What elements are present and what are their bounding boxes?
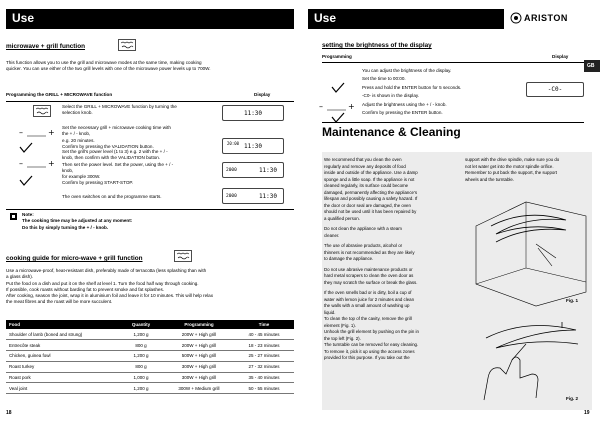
guide-line: Put the food on a dish and put it on the shelf at level 1. Turn the food half way through cooking. (6, 280, 199, 286)
cell: 35 - 40 minutes (234, 372, 294, 383)
display-time: 11:30 (258, 192, 277, 200)
cell: Veal joint (6, 383, 118, 394)
maint-line: should not be used until it has been repaired by (324, 209, 417, 214)
guide-line: a glass dish). (6, 274, 34, 280)
cell: Shoulder of lamb (boned and strung) (6, 329, 118, 340)
note (22, 212, 132, 231)
step-line: Select the GRILL + MICROWAVE function by turning the (62, 104, 177, 109)
cell: 800 g (118, 340, 164, 351)
step-line: Set the grill's power level (1 to 3) e.g. 2 with the + / - (62, 149, 168, 154)
brightness-line: Confirm by pressing the ENTER button. (362, 110, 443, 116)
col-food: Food (6, 320, 118, 329)
note-label: Note: (22, 212, 34, 217)
cell: 300W + High grill (164, 372, 234, 383)
maint-line: We recommend that you clean the oven (324, 157, 402, 162)
intro-line: This function allows you to use the grill and microwave modes at the same time, making cooking (6, 60, 202, 65)
ariston-logo-icon (510, 12, 522, 24)
step-line: e.g. 20 minutes. (62, 137, 95, 143)
divider (6, 101, 294, 102)
cell: 40 - 45 minutes (234, 329, 294, 340)
maint-line: damaged, permanently affecting the appliance's (324, 189, 418, 195)
maint-line: a qualified person. (324, 215, 360, 221)
cell: 27 - 32 minutes (234, 361, 294, 372)
validation-check-icon (18, 175, 34, 187)
table-row (6, 351, 294, 362)
right-header-title: Use (314, 11, 337, 25)
maint-line: to damage the appliance. (324, 256, 374, 261)
cooking-table (6, 320, 294, 394)
svg-text:–: – (19, 159, 23, 168)
col-time: Time (234, 320, 294, 329)
cell: 300W + Medium grill (164, 383, 234, 394)
display-step-2 (222, 138, 284, 154)
step-line: Then set the power level. Set the power, using the + / - (62, 161, 174, 167)
right-page (300, 0, 600, 424)
micro-grill-title: microwave + grill function (6, 43, 86, 50)
language-tab-label: GB (587, 63, 595, 69)
left-header-title: Use (12, 11, 35, 25)
table-row (6, 383, 294, 394)
maint-line: they may scratch the surface or break the glass. (324, 279, 418, 285)
cooking-guide-title: cooking guide for micro-wave + grill function (6, 255, 143, 262)
cell: 1,200 g (118, 383, 164, 394)
display-small: 20:00 (227, 141, 240, 146)
note-line: Do this by simply turning the + / - knob. (22, 224, 109, 230)
cell: 500W + High grill (164, 351, 234, 362)
maint-line: If the oven smells bad or is dirty, boil a cup of (324, 290, 412, 295)
display-time: 11:30 (243, 142, 263, 150)
display-step-1 (222, 105, 284, 121)
guide-line: Use a microwave-proof, heat-resistant dish, preferably made of terracotta (less splashing than with (6, 268, 207, 273)
col-programming: Programming (164, 320, 234, 329)
maint-line: water with lemon juice for 2 minutes and clean (324, 296, 415, 302)
step-line: the + / - knob, (62, 131, 91, 137)
divider (6, 209, 294, 210)
cell: Roast pork (6, 372, 118, 383)
display-power: 2000 (226, 193, 237, 199)
maint-line: not let water get into the motor spindle orifice. (465, 163, 554, 169)
figure-2-label: Fig. 2 (566, 396, 578, 401)
display-power: 2000 (226, 167, 237, 173)
cell: 200W + High grill (164, 329, 234, 340)
cell: 1,200 g (118, 351, 164, 362)
svg-text:–: – (19, 128, 23, 137)
table-row (6, 340, 294, 351)
step-line: selection knob. (62, 110, 93, 116)
cooking-guide-text (6, 268, 296, 306)
maint-line: liquid. (324, 309, 336, 315)
svg-text:+: + (48, 128, 55, 137)
svg-text:+: + (348, 102, 355, 111)
maint-line: support with the drive spindle, make sure you do (465, 157, 560, 162)
step-3 (62, 149, 214, 187)
micro-grill-icon (174, 250, 192, 262)
svg-text:–: – (319, 102, 323, 111)
micro-grill-mode-icon (33, 105, 51, 117)
cell: 1,200 g (118, 329, 164, 340)
left-header-bar (6, 9, 294, 29)
enter-check-icon (330, 82, 346, 94)
maintenance-col-1 (324, 157, 458, 362)
brightness-steps (362, 67, 522, 117)
figure-1-label: Fig. 1 (566, 298, 578, 303)
maint-line: Do not use abrasive maintenance products or (324, 266, 413, 272)
maint-line: The use of abrasive products, alcohol or (324, 243, 403, 248)
brightness-programming-header: Programming (322, 54, 352, 59)
cell: 18 - 23 minutes (234, 340, 294, 351)
step-4: The oven switches on and the programme starts. (62, 194, 162, 199)
maint-line: the walls with a small amount of washing up (324, 303, 410, 308)
intro-line: quicker. You can use either of the two grill levels with one of the microwave power levels up to 700W. (6, 66, 211, 72)
cell: 200W + High grill (164, 340, 234, 351)
maint-line: provided for this purpose. If you take out the (324, 355, 410, 360)
brightness-display-header: Display (552, 54, 569, 59)
maint-line: the door or door seal are damaged, the oven (324, 202, 411, 208)
maint-line: wheels and the turntable. (465, 176, 515, 182)
table-row (6, 372, 294, 383)
guide-line: the meat fibres and the roast will be more succulent. (6, 299, 113, 305)
svg-text:+: + (48, 159, 55, 168)
step-line: Confirm by pressing the VALIDATION button. (62, 143, 154, 149)
step-line: Confirm by pressing START-STOP. (62, 180, 134, 186)
divider (322, 122, 584, 123)
page-number-left: 18 (6, 410, 12, 416)
brightness-line: You can adjust the brightness of the display. (362, 68, 452, 73)
cell: 300W + High grill (164, 361, 234, 372)
maint-line: Remember to put back the support, the support (465, 170, 558, 175)
maint-line: hard metal scrapers to clean the oven door as (324, 273, 414, 278)
maint-line: thinners is not recommended as they are likely (324, 249, 415, 255)
maint-line: lifespan and possibly causing a safety hazard. If (324, 196, 418, 201)
maint-line: To clean the top of the cavity, remove the grill (324, 316, 412, 321)
col-quantity: Quantity (118, 320, 164, 329)
note-line: The cooking time may be adjusted at any moment: (22, 218, 133, 224)
brightness-line: -C0- is shown in the display. (362, 93, 420, 99)
display-brightness-code: -C0- (547, 86, 563, 93)
table-row (6, 361, 294, 372)
guide-line: If possible, cook roasts without barding fat to prevent smoke and fat splashes. (6, 286, 165, 292)
micro-grill-intro (6, 60, 296, 73)
display-step-3 (222, 162, 284, 178)
table-header-row (6, 320, 294, 329)
maint-line: To remove it, pick it up using the access zones (324, 348, 415, 354)
step-line: for example 300W. (62, 174, 101, 180)
maint-line: regularly and remove any deposits of food (324, 163, 406, 169)
right-header-bar (308, 9, 504, 29)
figure-2-unhook-element (466, 308, 590, 404)
cell: 50 - 55 minutes (234, 383, 294, 394)
step-1 (62, 104, 214, 117)
maint-line: inside and outside of the appliance. Use a damp (324, 170, 418, 175)
plus-minus-knob-icon (18, 158, 56, 172)
maint-line: cleaner. (324, 232, 340, 238)
cell: Roast turkey (6, 361, 118, 372)
micro-grill-icon (118, 39, 136, 51)
step-2 (62, 125, 214, 150)
maint-line: the top left (Fig. 2). (324, 335, 361, 341)
maint-line: Do not clean the appliance with a steam (324, 226, 402, 231)
step-line: knob, (62, 167, 74, 173)
step-line: knob, then confirm with the VALIDATION button. (62, 155, 161, 161)
maintenance-col-2 (465, 157, 591, 183)
brightness-line: Press and hold the ENTER button for 5 seconds. (362, 84, 462, 90)
maint-line: Unhook the grill element by pushing on the pin in (324, 329, 419, 334)
language-tab (584, 60, 600, 72)
page-number-right: 19 (584, 410, 590, 416)
brightness-display (526, 82, 584, 97)
maint-line: element (Fig. 1). (324, 322, 356, 328)
cell: Chicken, guinea fowl (6, 351, 118, 362)
cell: 1,000 g (118, 372, 164, 383)
maint-line: cleaned regularly, its surface could become (324, 183, 409, 188)
brand-logo-text: ARISTON (524, 13, 568, 23)
divider (322, 62, 584, 63)
brightness-line: Adjust the brightness using the + / - knob. (362, 101, 447, 107)
figure-1-grill-element (466, 196, 590, 308)
brightness-line: Set the time to 00:00. (362, 76, 406, 82)
display-time: 11:30 (258, 166, 277, 174)
brightness-title: setting the brightness of the display (322, 42, 432, 49)
guide-line: After cooking, season the joint, wrap it in aluminium foil and leave it for 10 minutes. This will help relax (6, 293, 213, 299)
maint-line: sponge and a little soap. If the appliance is not (324, 176, 415, 182)
cell: 800 g (118, 361, 164, 372)
table-row (6, 329, 294, 340)
plus-minus-knob-icon (18, 127, 56, 141)
maintenance-title: Maintenance & Cleaning (322, 125, 461, 139)
cell: 25 - 27 minutes (234, 351, 294, 362)
programming-header: Programming the GRILL + MICROWAVE function (6, 92, 113, 97)
display-time: 11:30 (243, 109, 263, 117)
display-header: Display (254, 92, 271, 97)
maint-line: The turntable can be removed for easy cleaning. (324, 342, 419, 347)
step-line: Set the necessary grill + microwave cooking time with (62, 125, 171, 130)
cell: Entrecôte steak (6, 340, 118, 351)
hand-note-icon (9, 212, 18, 221)
validation-check-icon (18, 142, 34, 154)
display-step-4 (222, 188, 284, 204)
